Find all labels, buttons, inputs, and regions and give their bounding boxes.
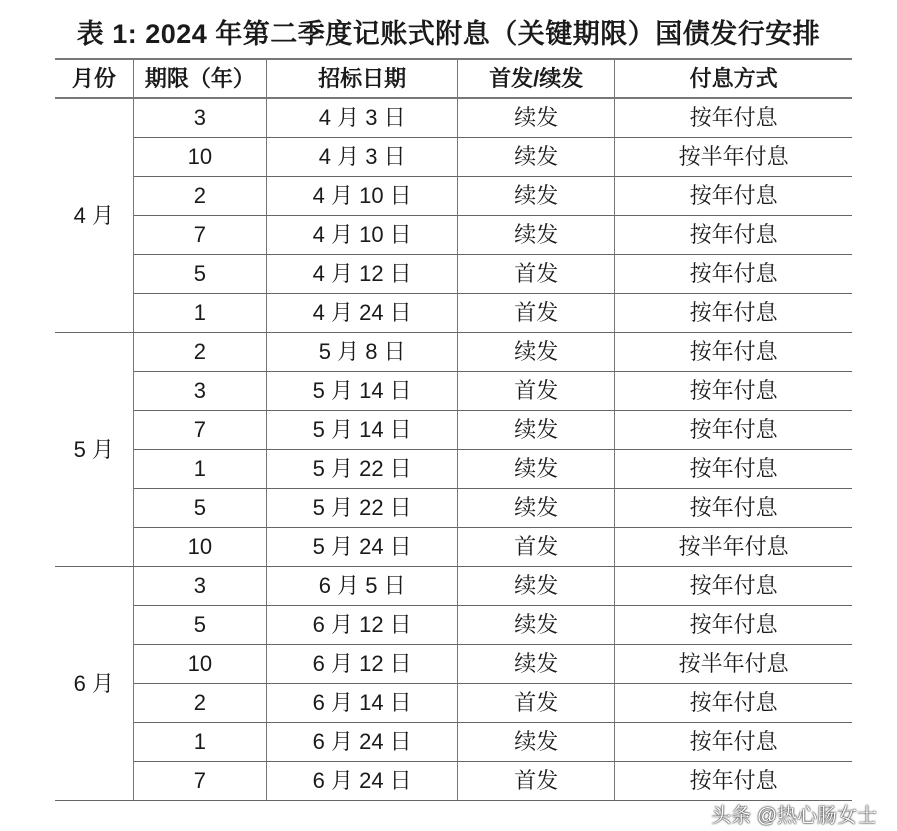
issue-type-cell: 续发 (458, 98, 615, 138)
table-row (55, 645, 852, 684)
auction-date-cell: 4 月 3 日 (267, 138, 458, 177)
header-month: 月份 (55, 59, 133, 98)
term-cell: 1 (133, 723, 267, 762)
payment-method-cell: 按年付息 (615, 723, 852, 762)
table-title: 表 1: 2024 年第二季度记账式附息（关键期限）国债发行安排 (76, 19, 821, 49)
table-row (55, 138, 852, 177)
auction-date-cell: 6 月 12 日 (267, 645, 458, 684)
auction-date-cell: 6 月 24 日 (267, 762, 458, 801)
payment-method-cell: 按半年付息 (615, 138, 852, 177)
term-cell: 10 (133, 645, 267, 684)
bond-issuance-table (55, 58, 852, 801)
issue-type-cell: 续发 (458, 606, 615, 645)
issue-type-cell: 续发 (458, 216, 615, 255)
payment-method-cell: 按年付息 (615, 684, 852, 723)
term-cell: 1 (133, 450, 267, 489)
issue-type-cell: 续发 (458, 723, 615, 762)
auction-date-cell: 5 月 14 日 (267, 411, 458, 450)
header-payment-method: 付息方式 (615, 59, 852, 98)
table-row (55, 411, 852, 450)
payment-method-cell: 按年付息 (615, 411, 852, 450)
auction-date-cell: 6 月 5 日 (267, 567, 458, 606)
issue-type-cell: 续发 (458, 450, 615, 489)
term-cell: 5 (133, 255, 267, 294)
term-cell: 5 (133, 606, 267, 645)
table-row (55, 450, 852, 489)
table-body (55, 98, 852, 801)
payment-method-cell: 按年付息 (615, 606, 852, 645)
month-cell: 4 月 (55, 98, 133, 333)
auction-date-cell: 5 月 24 日 (267, 528, 458, 567)
header-auction-date: 招标日期 (267, 59, 458, 98)
table-row (55, 216, 852, 255)
watermark: 头条 @热心肠女士 (711, 805, 877, 827)
issue-type-cell: 首发 (458, 294, 615, 333)
payment-method-cell: 按年付息 (615, 489, 852, 528)
auction-date-cell: 6 月 12 日 (267, 606, 458, 645)
term-cell: 2 (133, 333, 267, 372)
table-row (55, 255, 852, 294)
payment-method-cell: 按年付息 (615, 567, 852, 606)
term-cell: 3 (133, 372, 267, 411)
term-cell: 7 (133, 216, 267, 255)
table-row (55, 567, 852, 606)
table-row (55, 723, 852, 762)
payment-method-cell: 按年付息 (615, 177, 852, 216)
auction-date-cell: 6 月 14 日 (267, 684, 458, 723)
issue-type-cell: 续发 (458, 489, 615, 528)
table-row (55, 684, 852, 723)
table-header-row (55, 59, 852, 98)
issue-type-cell: 续发 (458, 645, 615, 684)
payment-method-cell: 按年付息 (615, 98, 852, 138)
issue-type-cell: 首发 (458, 372, 615, 411)
term-cell: 10 (133, 528, 267, 567)
term-cell: 2 (133, 684, 267, 723)
auction-date-cell: 5 月 22 日 (267, 489, 458, 528)
term-cell: 3 (133, 98, 267, 138)
table-row (55, 528, 852, 567)
payment-method-cell: 按半年付息 (615, 645, 852, 684)
auction-date-cell: 6 月 24 日 (267, 723, 458, 762)
table-row (55, 294, 852, 333)
issue-type-cell: 首发 (458, 762, 615, 801)
issue-type-cell: 首发 (458, 528, 615, 567)
table-row (55, 489, 852, 528)
table-row (55, 333, 852, 372)
payment-method-cell: 按年付息 (615, 216, 852, 255)
issue-type-cell: 首发 (458, 684, 615, 723)
payment-method-cell: 按半年付息 (615, 528, 852, 567)
payment-method-cell: 按年付息 (615, 372, 852, 411)
month-cell: 5 月 (55, 333, 133, 567)
issue-type-cell: 首发 (458, 255, 615, 294)
term-cell: 5 (133, 489, 267, 528)
table-row (55, 372, 852, 411)
issue-type-cell: 续发 (458, 177, 615, 216)
auction-date-cell: 4 月 10 日 (267, 216, 458, 255)
month-cell: 6 月 (55, 567, 133, 801)
payment-method-cell: 按年付息 (615, 762, 852, 801)
table-row (55, 98, 852, 138)
term-cell: 10 (133, 138, 267, 177)
issue-type-cell: 续发 (458, 567, 615, 606)
term-cell: 7 (133, 411, 267, 450)
table-row (55, 762, 852, 801)
header-issue-type: 首发/续发 (458, 59, 615, 98)
term-cell: 3 (133, 567, 267, 606)
issue-type-cell: 续发 (458, 333, 615, 372)
auction-date-cell: 4 月 12 日 (267, 255, 458, 294)
term-cell: 1 (133, 294, 267, 333)
auction-date-cell: 4 月 3 日 (267, 98, 458, 138)
payment-method-cell: 按年付息 (615, 333, 852, 372)
payment-method-cell: 按年付息 (615, 450, 852, 489)
auction-date-cell: 4 月 10 日 (267, 177, 458, 216)
auction-date-cell: 4 月 24 日 (267, 294, 458, 333)
term-cell: 2 (133, 177, 267, 216)
auction-date-cell: 5 月 14 日 (267, 372, 458, 411)
table-row (55, 606, 852, 645)
header-term: 期限（年） (133, 59, 267, 98)
issue-type-cell: 续发 (458, 411, 615, 450)
auction-date-cell: 5 月 22 日 (267, 450, 458, 489)
payment-method-cell: 按年付息 (615, 255, 852, 294)
payment-method-cell: 按年付息 (615, 294, 852, 333)
issue-type-cell: 续发 (458, 138, 615, 177)
table-row (55, 177, 852, 216)
term-cell: 7 (133, 762, 267, 801)
auction-date-cell: 5 月 8 日 (267, 333, 458, 372)
